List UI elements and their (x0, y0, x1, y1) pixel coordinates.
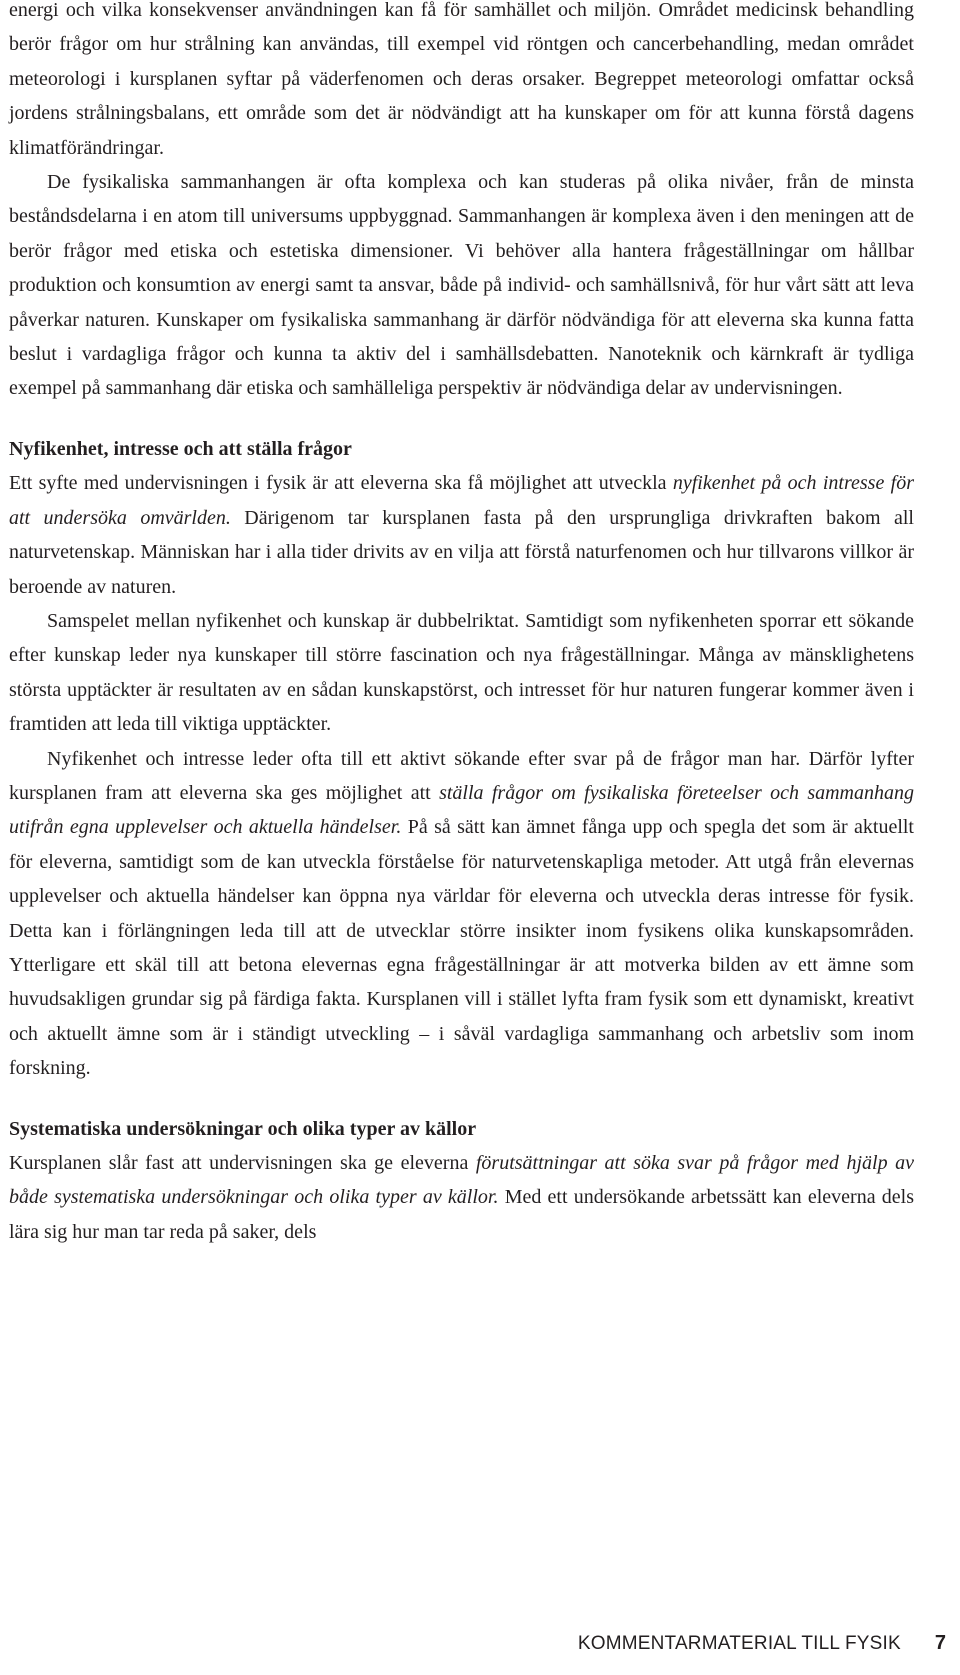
text-run: Kursplanen slår fast att undervisningen ska ge eleverna (9, 1152, 476, 1174)
body-paragraph (9, 466, 914, 604)
page-footer (578, 1632, 946, 1655)
text-run: Ett syfte med undervisningen i fysik är att eleverna ska få möjlighet att utveckla (9, 472, 673, 495)
page-number: 7 (934, 1632, 946, 1654)
body-paragraph: De fysikaliska sammanhangen är ofta komplexa och kan studeras på olika nivåer, från de minsta beståndsdelarna i en atom till universums uppbyggnad. Sammanhangen är komplexa även i den meningen att de berör frågor med etiska och estetiska dimensioner. Vi behöver alla hantera frågeställningar om hållbar produktion och konsumtion av energi samt ta ansvar, både på individ- och samhällsnivå, för hur vårt sätt att leva påverkar naturen. Kunskaper om fysikaliska sammanhang är därför nödvändiga för att eleverna ska kunna fatta beslut i vardagliga frågor och kunna ta aktiv del i samhällsdebatten. Nanoteknik och kärnkraft är tydliga exempel på sammanhang där etiska och samhälleliga perspektiv är nödvändiga delar av undervisningen. (9, 171, 914, 400)
text-run: Med ett undersökande arbetssätt kan eleverna dels lära sig hur man tar reda på saker, dels (9, 1186, 915, 1243)
body-paragraph: energi och vilka konsekvenser användningen kan få för samhället och miljön. Området medicinsk behandling berör frågor om hur strålning kan användas, till exempel vid röntgen och cancerbehandling, medan området meteorologi i kursplanen syftar på väderfenomen och deras orsaker. Begreppet meteorologi omfattar också jordens strålningsbalans, ett område som det är nödvändigt att ha kunskaper om för att kunna förstå dagens klimatförändringar. (9, 0, 914, 159)
text-run: På så sätt kan ämnet fånga upp och spegla det som är aktuellt för eleverna, samtidigt som de kan utveckla förståelse för naturvetenskapliga metoder. Att utgå från elevernas upplevelser och aktuella händelser kan öppna nya världar för eleverna och utveckla deras intresse för fysik. Detta kan i förlängningen leda till att de utvecklar större insikter inom fysikens olika kunskapsområden. Ytterligare ett skäl till att betona elevernas egna frågeställningar är att motverka bilden av ett ämne som huvudsakligen grundar sig på färdiga fakta. Kursplanen vill i stället lyfta fram fysik som ett dynamiskt, kreativt och aktuellt ämne som är i ständigt utveckling – i såväl vardagliga sammanhang och arbetsliv som inom forskning. (9, 816, 914, 1080)
body-paragraph (9, 1146, 914, 1249)
body-paragraph (9, 742, 914, 1086)
section-heading: Systematiska undersökningar och olika typer av källor (9, 1117, 477, 1140)
emphasis-text: nyfikenhet på och intresse för att undersöka omvärlden. (9, 472, 914, 529)
emphasis-text: förutsättningar att söka svar på frågor med hjälp av både systematiska undersökningar och olika typer av källor. (9, 1152, 914, 1209)
document-page (9, 0, 914, 1249)
text-run: Nyfikenhet och intresse leder ofta till ett aktivt sökande efter svar på de frågor man har. Därför lyfter kursplanen fram att eleverna ska ges möjlighet att (9, 747, 914, 804)
footer-label: KOMMENTARMATERIAL TILL FYSIK (577, 1633, 901, 1654)
section-heading: Nyfikenhet, intresse och att ställa frågor (9, 437, 352, 460)
body-paragraph: Samspelet mellan nyfikenhet och kunskap är dubbelriktat. Samtidigt som nyfikenheten sporrar ett sökande efter kunskap leder nya kunskaper till större fascination och nya frågeställningar. Många av mänsklighetens största upptäckter är resultaten av en sådan kunskapstörst, och intresset för hur naturen fungerar kommer även i framtiden att leda till viktiga upptäckter. (9, 609, 914, 736)
text-run: Därigenom tar kursplanen fasta på den ursprungliga drivkraften bakom all naturvetenskap. Människan har i alla tider drivits av en vilja att förstå naturfenomen och hur tillvarons villkor är beroende av naturen. (9, 506, 914, 598)
emphasis-text: ställa frågor om fysikaliska företeelser och sammanhang utifrån egna upplevelser och aktuella händelser. (9, 781, 914, 839)
